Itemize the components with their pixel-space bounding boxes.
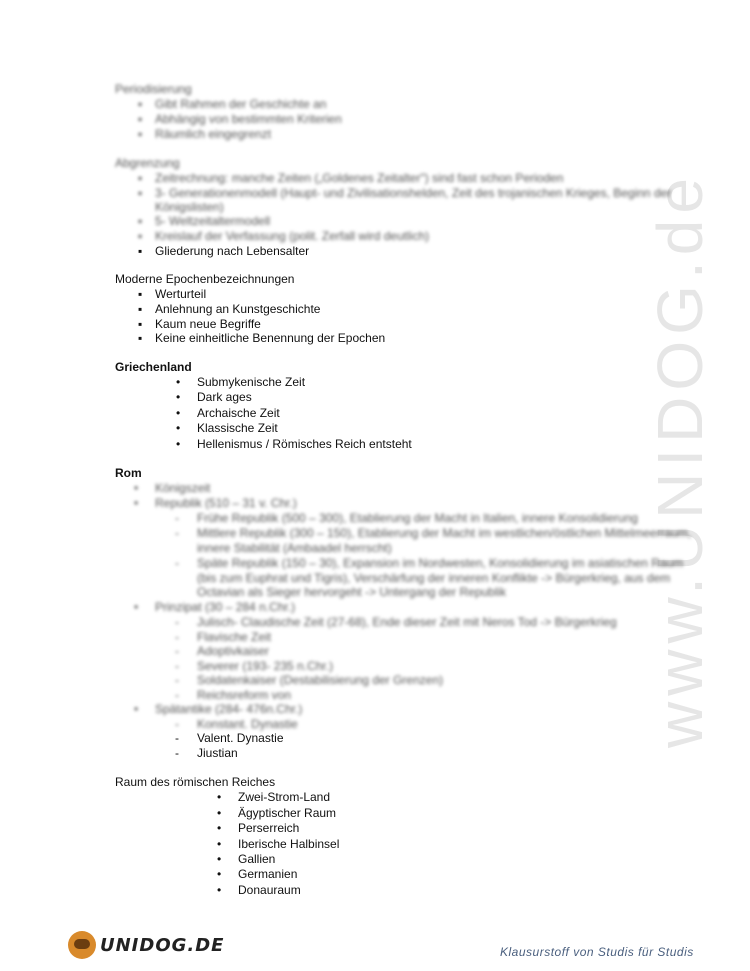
list-item-continuation: Königslisten): [155, 200, 224, 214]
section-heading-abgrenzung: Abgrenzung: [115, 156, 180, 170]
list-item: • Dark ages: [197, 390, 252, 405]
dog-mascot-icon: [68, 931, 96, 959]
list-item: ▪ 5- Weltzeitaltermodell: [155, 214, 270, 229]
watermark-text: www.UNIDOG.de: [644, 172, 716, 748]
list-item: - Flavische Zeit: [197, 630, 271, 645]
section-heading-moderne: Moderne Epochenbezeichnungen: [115, 272, 295, 286]
unidog-logo[interactable]: [68, 930, 224, 960]
section-heading-rom: Rom: [115, 466, 142, 480]
list-item: - Konstant. Dynastie: [197, 717, 298, 732]
list-item: • Donauraum: [238, 883, 301, 898]
list-item: - Reichsreform von: [197, 688, 291, 703]
list-item: ▪ Abhängig von bestimmten Kriterien: [155, 112, 342, 127]
list-item-continuation: Octavian als Sieger hervorgeht -> Untergang der Republik: [197, 585, 507, 599]
list-item: - Adoptivkaiser: [197, 644, 269, 659]
list-item: • Prinzipat (30 – 284 n.Chr.): [155, 600, 295, 615]
list-item: ▪ Anlehnung an Kunstgeschichte: [155, 302, 320, 317]
logo-text: UNIDOG.DE: [100, 934, 225, 956]
list-item: ▪ 3- Generationenmodell (Haupt- und Zivilisationshelden, Zeit des trojanischen Krieges, Beginn der: [155, 186, 671, 201]
list-item: ▪ Gliederung nach Lebensalter: [155, 244, 309, 259]
list-item: - Soldatenkaiser (Destabilisierung der Grenzen): [197, 673, 443, 688]
list-item: - Späte Republik (150 – 30), Expansion im Nordwesten, Konsolidierung im asiatischen Raum: [197, 556, 683, 571]
list-item: • Gallien: [238, 852, 275, 867]
list-item: ▪ Kaum neue Begriffe: [155, 317, 261, 332]
list-item: - Valent. Dynastie: [197, 731, 284, 746]
list-item: • Hellenismus / Römisches Reich entsteht: [197, 437, 412, 452]
list-item: ▪ Zeitrechnung: manche Zeiten („Goldenes Zeitalter") sind fast schon Perioden: [155, 171, 563, 186]
footer-tagline: Klausurstoff von Studis für Studis: [500, 945, 694, 959]
list-item: ▪ Werturteil: [155, 287, 206, 302]
list-item: - Mittlere Republik (300 – 150), Etablierung der Macht im westlichen/östlichen Mittelmeerraum,: [197, 526, 691, 541]
section-heading-griechenland: Griechenland: [115, 360, 192, 374]
list-item: • Zwei-Strom-Land: [238, 790, 330, 805]
list-item: - Julisch- Claudische Zeit (27-68), Ende dieser Zeit mit Neros Tod -> Bürgerkrieg: [197, 615, 617, 630]
list-item: ▪ Kreislauf der Verfassung (polit. Zerfall wird deutlich): [155, 229, 429, 244]
list-item: • Perserreich: [238, 821, 299, 836]
list-item: - Severer (193- 235 n.Chr.): [197, 659, 333, 674]
list-item: • Königszeit: [155, 481, 210, 496]
list-item: ▪ Keine einheitliche Benennung der Epochen: [155, 331, 385, 346]
list-item: - Frühe Republik (500 – 300), Etablierung der Macht in Italien, innere Konsolidierung: [197, 511, 638, 526]
list-item: • Republik (510 – 31 v. Chr.): [155, 496, 297, 511]
list-item: • Iberische Halbinsel: [238, 837, 339, 852]
section-heading-periodisierung: Periodisierung: [115, 82, 192, 96]
list-item: • Archaische Zeit: [197, 406, 280, 421]
list-item: ▪ Gibt Rahmen der Geschichte an: [155, 97, 326, 112]
section-heading-raum: Raum des römischen Reiches: [115, 775, 276, 789]
list-item: • Klassische Zeit: [197, 421, 278, 436]
list-item: - Jiustian: [197, 746, 238, 761]
list-item-continuation: innere Stabilität (Ambaadel herrscht): [197, 541, 392, 555]
list-item: • Germanien: [238, 867, 297, 882]
list-item: • Spätantike (284- 476n.Chr.): [155, 702, 302, 717]
list-item: • Submykenische Zeit: [197, 375, 305, 390]
list-item: • Ägyptischer Raum: [238, 806, 336, 821]
list-item: ▪ Räumlich eingegrenzt: [155, 127, 271, 142]
list-item-continuation: (bis zum Euphrat und Tigris), Verschärfung der inneren Konflikte -> Bürgerkrieg, aus dem: [197, 571, 671, 585]
